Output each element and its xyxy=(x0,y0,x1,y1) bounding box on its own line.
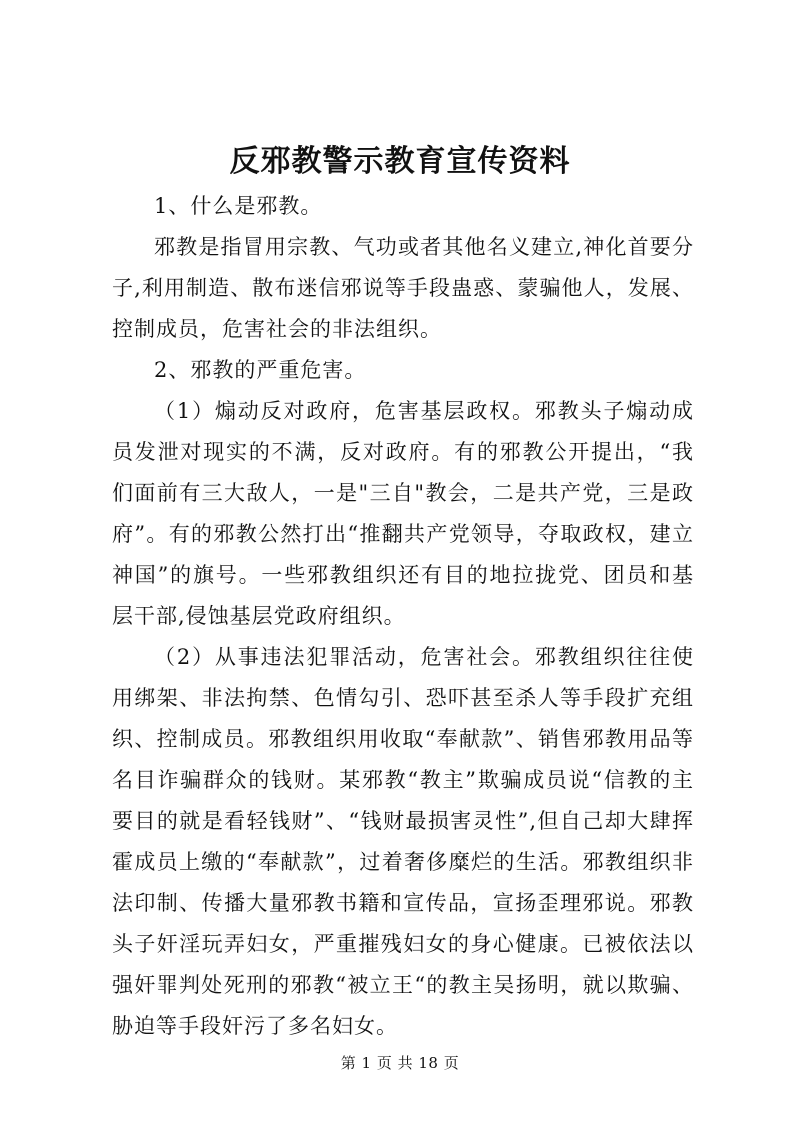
section-heading-2: 2、邪教的严重危害。 xyxy=(154,358,367,382)
paragraph-definition: 邪教是指冒用宗教、气功或者其他名义建立,神化首要分子,利用制造、散布迷信邪说等手段蛊惑、蒙骗他人，发展、控制成员，危害社会的非法组织。 xyxy=(112,235,694,341)
paragraph-harm-2: （2）从事违法犯罪活动，危害社会。邪教组织往往使用绑架、非法拘禁、色情勾引、恐吓甚至杀人等手段扩充组织、控制成员。邪教组织用收取“奉献款”、销售邪教用品等名目诈骗群众的钱财。某邪教“教主”欺骗成员说“信教的主要目的就是看轻钱财”、“钱财最损害灵性”,但自己却大肆挥霍成员上缴的“奉献款”，过着奢侈糜烂的生活。邪教组织非法印制、传播大量邪教书籍和宣传品，宣扬歪理邪说。邪教头子奸淫玩弄妇女，严重摧残妇女的身心健康。已被依法以强奸罪判处死刑的邪教“被立王“的教主吴扬明，就以欺骗、胁迫等手段奸污了多名妇女。 xyxy=(112,645,694,1038)
document-body xyxy=(112,186,694,1047)
document-title: 反邪教警示教育宣传资料 xyxy=(229,144,571,179)
paragraph-harm-1: （1）煽动反对政府，危害基层政权。邪教头子煽动成员发泄对现实的不满，反对政府。有的邪教公开提出，“我们面前有三大敌人，一是"三自"教会，二是共产党，三是政府”。有的邪教公然打出“推翻共产党领导，夺取政权，建立神国”的旗号。一些邪教组织还有目的地拉拢党、团员和基层干部,侵蚀基层党政府组织。 xyxy=(112,399,694,628)
section-heading-1: 1、什么是邪教。 xyxy=(154,194,323,218)
page-footer: 第 1 页 共 18 页 xyxy=(340,1054,460,1072)
